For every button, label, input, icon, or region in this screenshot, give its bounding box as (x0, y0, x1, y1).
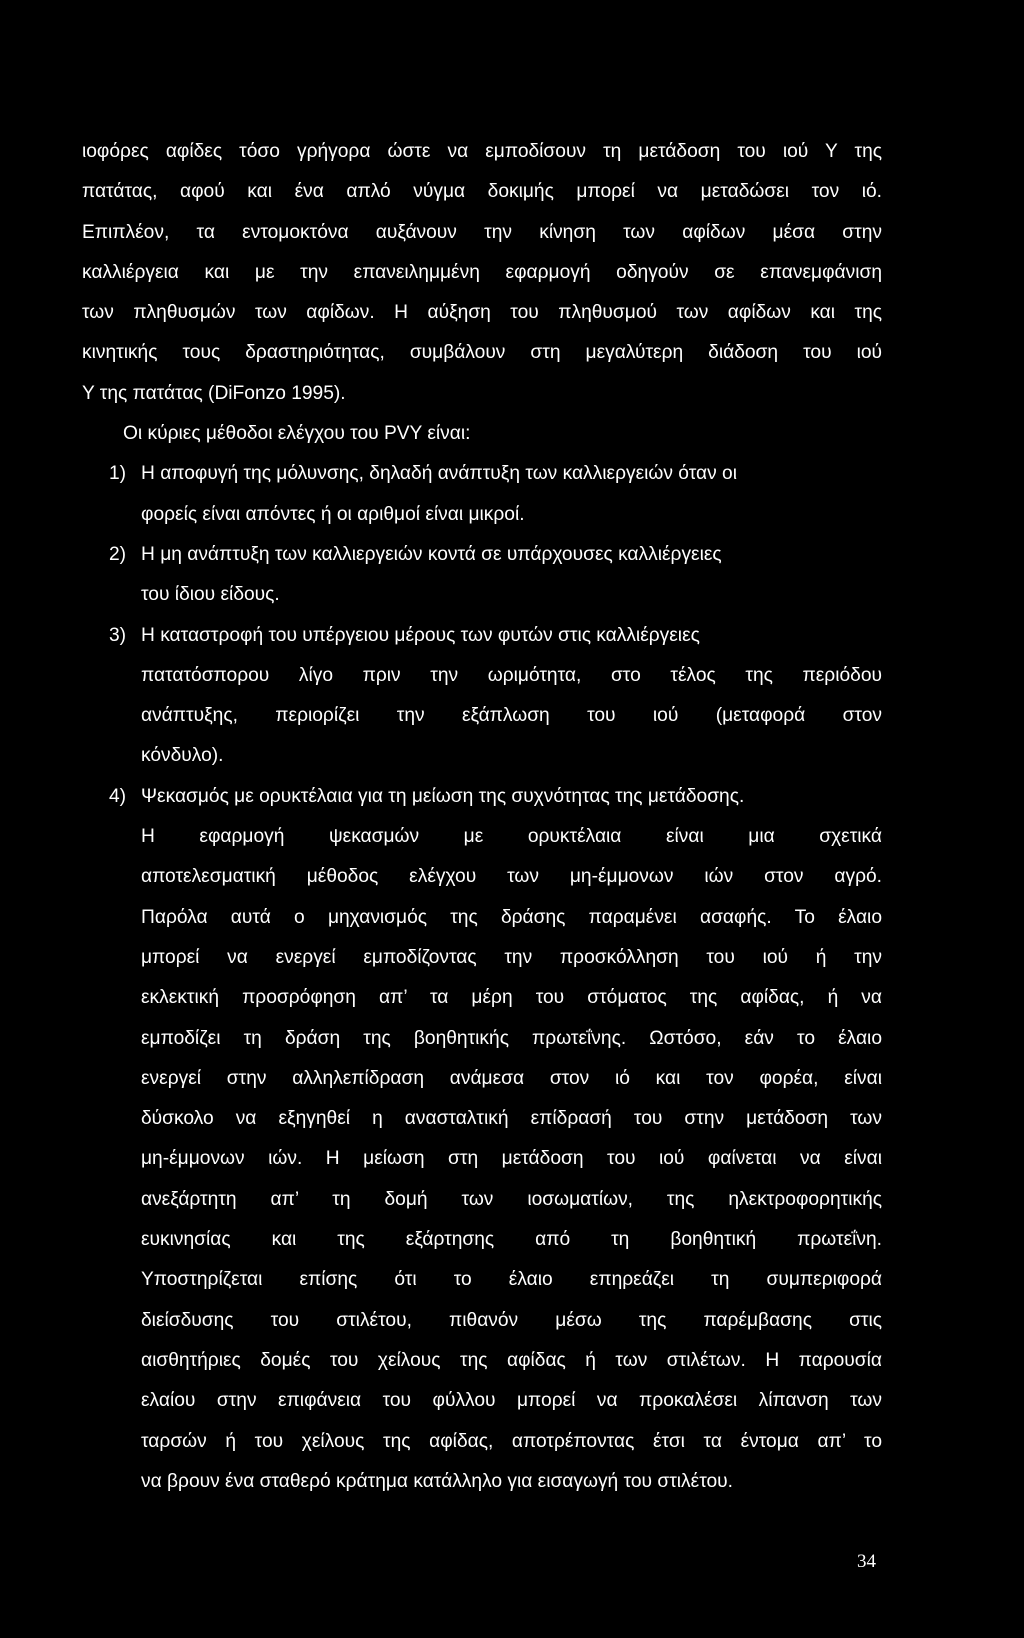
text-line: ευκινησίας και της εξάρτησης από τη βοηθητική πρωτεΐνη. (141, 1229, 882, 1251)
list-item (82, 535, 882, 616)
text-line: να βρουν ένα σταθερό κράτημα κατάλληλο για εισαγωγή του στιλέτου. (141, 1470, 734, 1492)
list-item-number: 1) (109, 463, 127, 485)
page-number: 34 (857, 1551, 876, 1572)
text-line: ταρσών ή του χείλους της αφίδας, αποτρέποντας έτσι τα έντομα απ’ το (141, 1430, 882, 1452)
text-line: Η μη ανάπτυξη των καλλιεργειών κοντά σε υπάρχουσες καλλιέργειες (141, 543, 722, 565)
text-line: δύσκολο να εξηγηθεί η ανασταλτική επίδρασή του στην μετάδοση των (141, 1108, 882, 1130)
text-line: ιοφόρες αφίδες τόσο γρήγορα ώστε να εμποδίσουν τη μετάδοση του ιού Υ της (82, 141, 882, 162)
text-line: πατάτας, αφού και ένα απλό νύγμα δοκιμής μπορεί να μεταδώσει τον ιό. (82, 181, 882, 203)
list-item-first-line (82, 616, 882, 656)
text-line: ελαίου στην επιφάνεια του φύλλου μπορεί να προκαλέσει λίπανση των (141, 1390, 882, 1412)
text-line: ανεξάρτητη απ’ τη δομή των ιοσωματίων, της ηλεκτροφορητικής (141, 1188, 882, 1210)
text-line: Ψεκασμός με ορυκτέλαια για τη μείωση της συχνότητας της μετάδοσης. (141, 785, 745, 807)
methods-intro: Οι κύριες μέθοδοι ελέγχου του PVY είναι: (123, 423, 471, 445)
list-item (82, 616, 882, 777)
list-item-first-line (82, 777, 882, 817)
text-line: εμποδίζει τη δράση της βοηθητικής πρωτεΐνης. Ωστόσο, εάν το έλαιο (141, 1027, 882, 1049)
text-line: μη-έμμονων ιών. Η μείωση στη μετάδοση του ιού φαίνεται να είναι (141, 1148, 882, 1170)
list-item-first-line (82, 535, 882, 575)
text-line: των πληθυσμών των αφίδων. Η αύξηση του πληθυσμού των αφίδων και της (82, 302, 882, 324)
text-line: Επιπλέον, τα εντομοκτόνα αυξάνουν την κίνηση των αφίδων μέσα στην (82, 221, 882, 243)
text-line: Υ της πατάτας (DiFonzo 1995). (82, 382, 346, 404)
text-line: αποτελεσματική μέθοδος ελέγχου των μη-έμμονων ιών στον αγρό. (141, 866, 882, 888)
text-line: κινητικής τους δραστηριότητας, συμβάλουν στη μεγαλύτερη διάδοση του ιού (82, 342, 882, 364)
text-line: Η εφαρμογή ψεκασμών με ορυκτέλαια είναι μια σχετικά (141, 826, 882, 848)
text-line: του ίδιου είδους. (141, 584, 280, 606)
list-item-number: 2) (109, 543, 127, 565)
text-line: διείσδυσης του στιλέτου, πιθανόν μέσω της παρέμβασης στις (141, 1309, 882, 1331)
list-item (82, 454, 882, 535)
list-item-number: 3) (109, 624, 127, 646)
text-line: μπορεί να ενεργεί εμποδίζοντας την προσκόλληση του ιού ή την (141, 946, 882, 968)
list-item (82, 777, 882, 1502)
text-line: κόνδυλο). (141, 745, 224, 767)
text-line: Η καταστροφή του υπέργειου μέρους των φυτών στις καλλιέργειες (141, 624, 700, 646)
list-item-first-line (82, 454, 882, 494)
list-item-number: 4) (109, 785, 127, 807)
text-line: αισθητήριες δομές του χείλους της αφίδας ή των στιλέτων. Η παρουσία (141, 1349, 882, 1371)
text-line: Η αποφυγή της μόλυνσης, δηλαδή ανάπτυξη των καλλιεργειών όταν οι (141, 463, 737, 485)
text-line: Παρόλα αυτά ο μηχανισμός της δράσης παραμένει ασαφής. Το έλαιο (141, 906, 882, 928)
page-body-text (82, 132, 882, 1502)
text-line: φορείς είναι απόντες ή οι αριθμοί είναι μικροί. (141, 503, 525, 525)
text-line: πατατόσπορου λίγο πριν την ωριμότητα, στο τέλος της περιόδου (141, 664, 882, 686)
text-line: Υποστηρίζεται επίσης ότι το έλαιο επηρεάζει τη συμπεριφορά (141, 1269, 882, 1291)
text-line: εκλεκτική προσρόφηση απ’ τα μέρη του στόματος της αφίδας, ή να (141, 987, 882, 1009)
paragraph-intro (82, 132, 882, 414)
text-line: ανάπτυξης, περιορίζει την εξάπλωση του ιού (μεταφορά στον (141, 705, 882, 727)
text-line: καλλιέργεια και με την επανειλημμένη εφαρμογή οδηγούν σε επανεμφάνιση (82, 261, 882, 283)
text-line: ενεργεί στην αλληλεπίδραση ανάμεσα στον ιό και τον φορέα, είναι (141, 1067, 882, 1089)
